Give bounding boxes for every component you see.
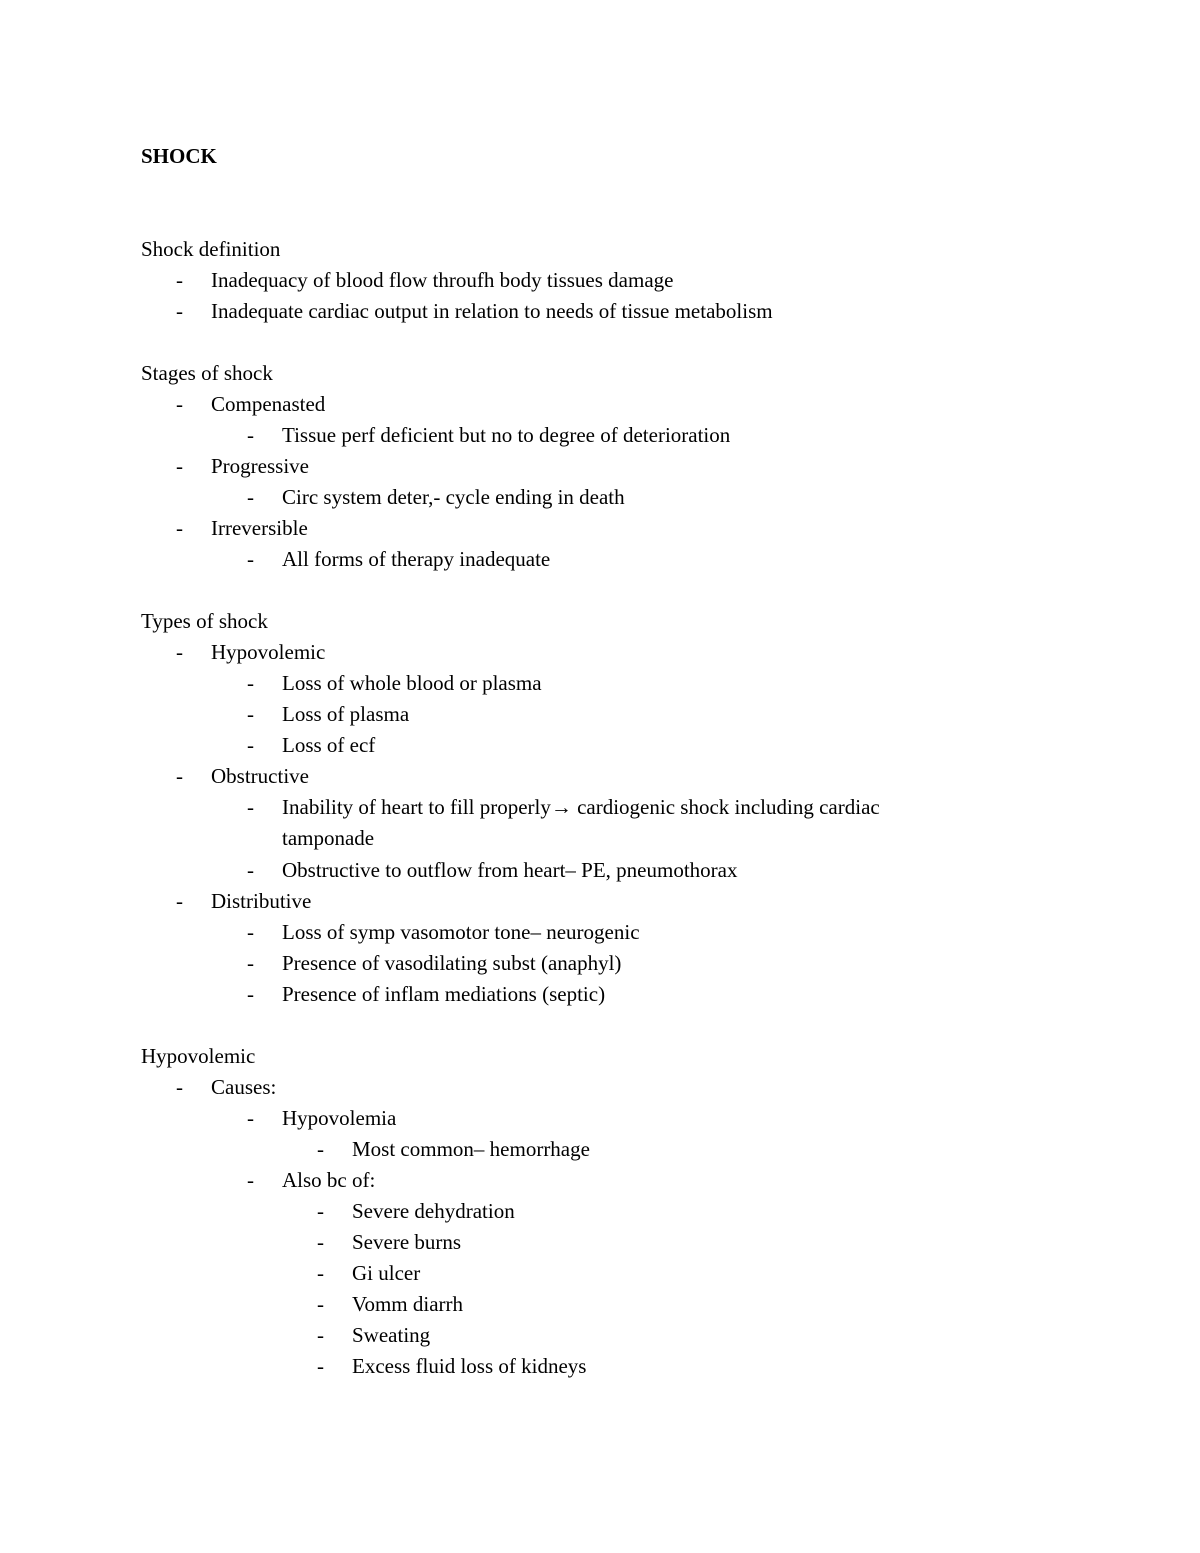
bullet-dash: - [317,1323,324,1348]
list-item: Loss of plasma [282,702,410,727]
bullet-dash: - [176,515,183,540]
bullet-dash: - [247,733,254,758]
list-item: Compenasted [211,391,326,416]
section-heading: Shock definition [141,236,281,261]
bullet-dash: - [317,1261,324,1286]
bullet-dash: - [317,1136,324,1161]
list-item: Progressive [211,453,309,478]
list-item: Severe burns [352,1230,462,1255]
list-item-continuation: tamponade [282,826,375,851]
list-item: Tissue perf deficient but no to degree of deterioration [282,422,731,447]
list-item: Causes: [211,1074,277,1099]
list-item: Presence of vasodilating subst (anaphyl) [282,950,622,975]
section-heading: Types of shock [141,609,268,634]
document-title: SHOCK [141,144,217,168]
list-item: Distributive [211,888,312,913]
section-heading: Stages of shock [141,360,273,385]
list-item: Obstructive to outflow from heart– PE, pneumothorax [282,857,738,882]
list-item: Gi ulcer [352,1261,421,1286]
bullet-dash: - [176,267,183,292]
bullet-dash: - [247,795,254,820]
bullet-dash: - [247,1105,254,1130]
bullet-dash: - [176,298,183,323]
list-item: Inability of heart to fill properly→ cardiogenic shock including cardiac [282,795,880,820]
list-item: Hypovolemia [282,1105,397,1130]
bullet-dash: - [247,1168,254,1192]
list-item: Vomm diarrh [352,1292,464,1317]
list-item: Hypovolemic [211,640,326,665]
bullet-dash: - [247,919,254,944]
list-item: Excess fluid loss of kidneys [352,1354,587,1379]
bullet-dash: - [247,857,254,882]
list-item: Sweating [352,1323,431,1348]
list-item: Inadequacy of blood flow throufh body tissues damage [211,267,674,292]
bullet-dash: - [247,950,254,975]
list-item: Also bc of: [282,1168,376,1192]
bullet-dash: - [247,484,254,509]
bullet-dash: - [317,1292,324,1317]
bullet-dash: - [247,981,254,1006]
bullet-dash: - [317,1354,324,1379]
bullet-dash: - [247,547,254,571]
bullet-dash: - [176,1074,183,1099]
bullet-dash: - [247,422,254,447]
bullet-dash: - [317,1230,324,1255]
bullet-dash: - [176,391,183,416]
bullet-dash: - [176,888,183,913]
list-item: Irreversible [211,515,308,540]
bullet-dash: - [317,1199,324,1224]
list-item: Loss of ecf [282,733,376,758]
list-item: Most common– hemorrhage [352,1136,590,1161]
list-item: Inadequate cardiac output in relation to needs of tissue metabolism [211,298,773,323]
list-item: Loss of symp vasomotor tone– neurogenic [282,919,640,944]
section-heading: Hypovolemic [141,1043,256,1068]
list-item: Obstructive [211,764,309,789]
list-item: Loss of whole blood or plasma [282,671,542,696]
list-item: All forms of therapy inadequate [282,547,551,571]
bullet-dash: - [176,453,183,478]
list-item: Presence of inflam mediations (septic) [282,981,606,1006]
bullet-dash: - [176,764,183,789]
bullet-dash: - [247,702,254,727]
list-item: Severe dehydration [352,1199,515,1224]
list-item: Circ system deter,- cycle ending in death [282,484,625,509]
bullet-dash: - [247,671,254,696]
bullet-dash: - [176,640,183,665]
